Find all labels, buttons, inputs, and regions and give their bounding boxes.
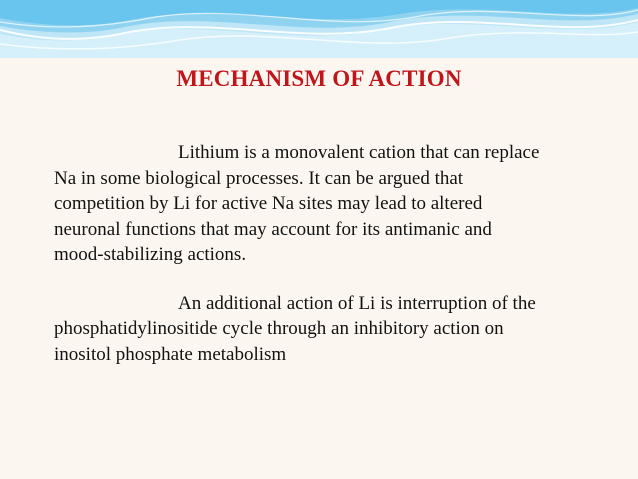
paragraph-1-line-2: Na in some biological processes. It can be argued that xyxy=(54,167,464,189)
paragraph-1-line-5: mood-stabilizing actions. xyxy=(54,244,247,265)
slide-body xyxy=(54,140,626,367)
paragraph-2-line-3: inositol phosphate metabolism xyxy=(54,343,287,365)
paragraph-2-line-2: phosphatidylinositide cycle through an inhibitory action on xyxy=(54,318,504,339)
paragraph-1-line-3: competition by Li for active Na sites may lead to altered xyxy=(54,193,483,214)
paragraph-2-line-1: An additional action of Li is interruption of the xyxy=(178,292,536,314)
decorative-header-band xyxy=(0,0,638,58)
paragraph-1 xyxy=(54,140,626,268)
paragraph-1-line-1: Lithium is a monovalent cation that can replace xyxy=(178,142,540,163)
paragraph-2 xyxy=(54,291,626,368)
paragraph-1-line-4: neuronal functions that may account for its antimanic and xyxy=(54,218,492,240)
wave-pattern xyxy=(0,0,638,58)
slide-title: MECHANISM OF ACTION xyxy=(176,66,462,91)
